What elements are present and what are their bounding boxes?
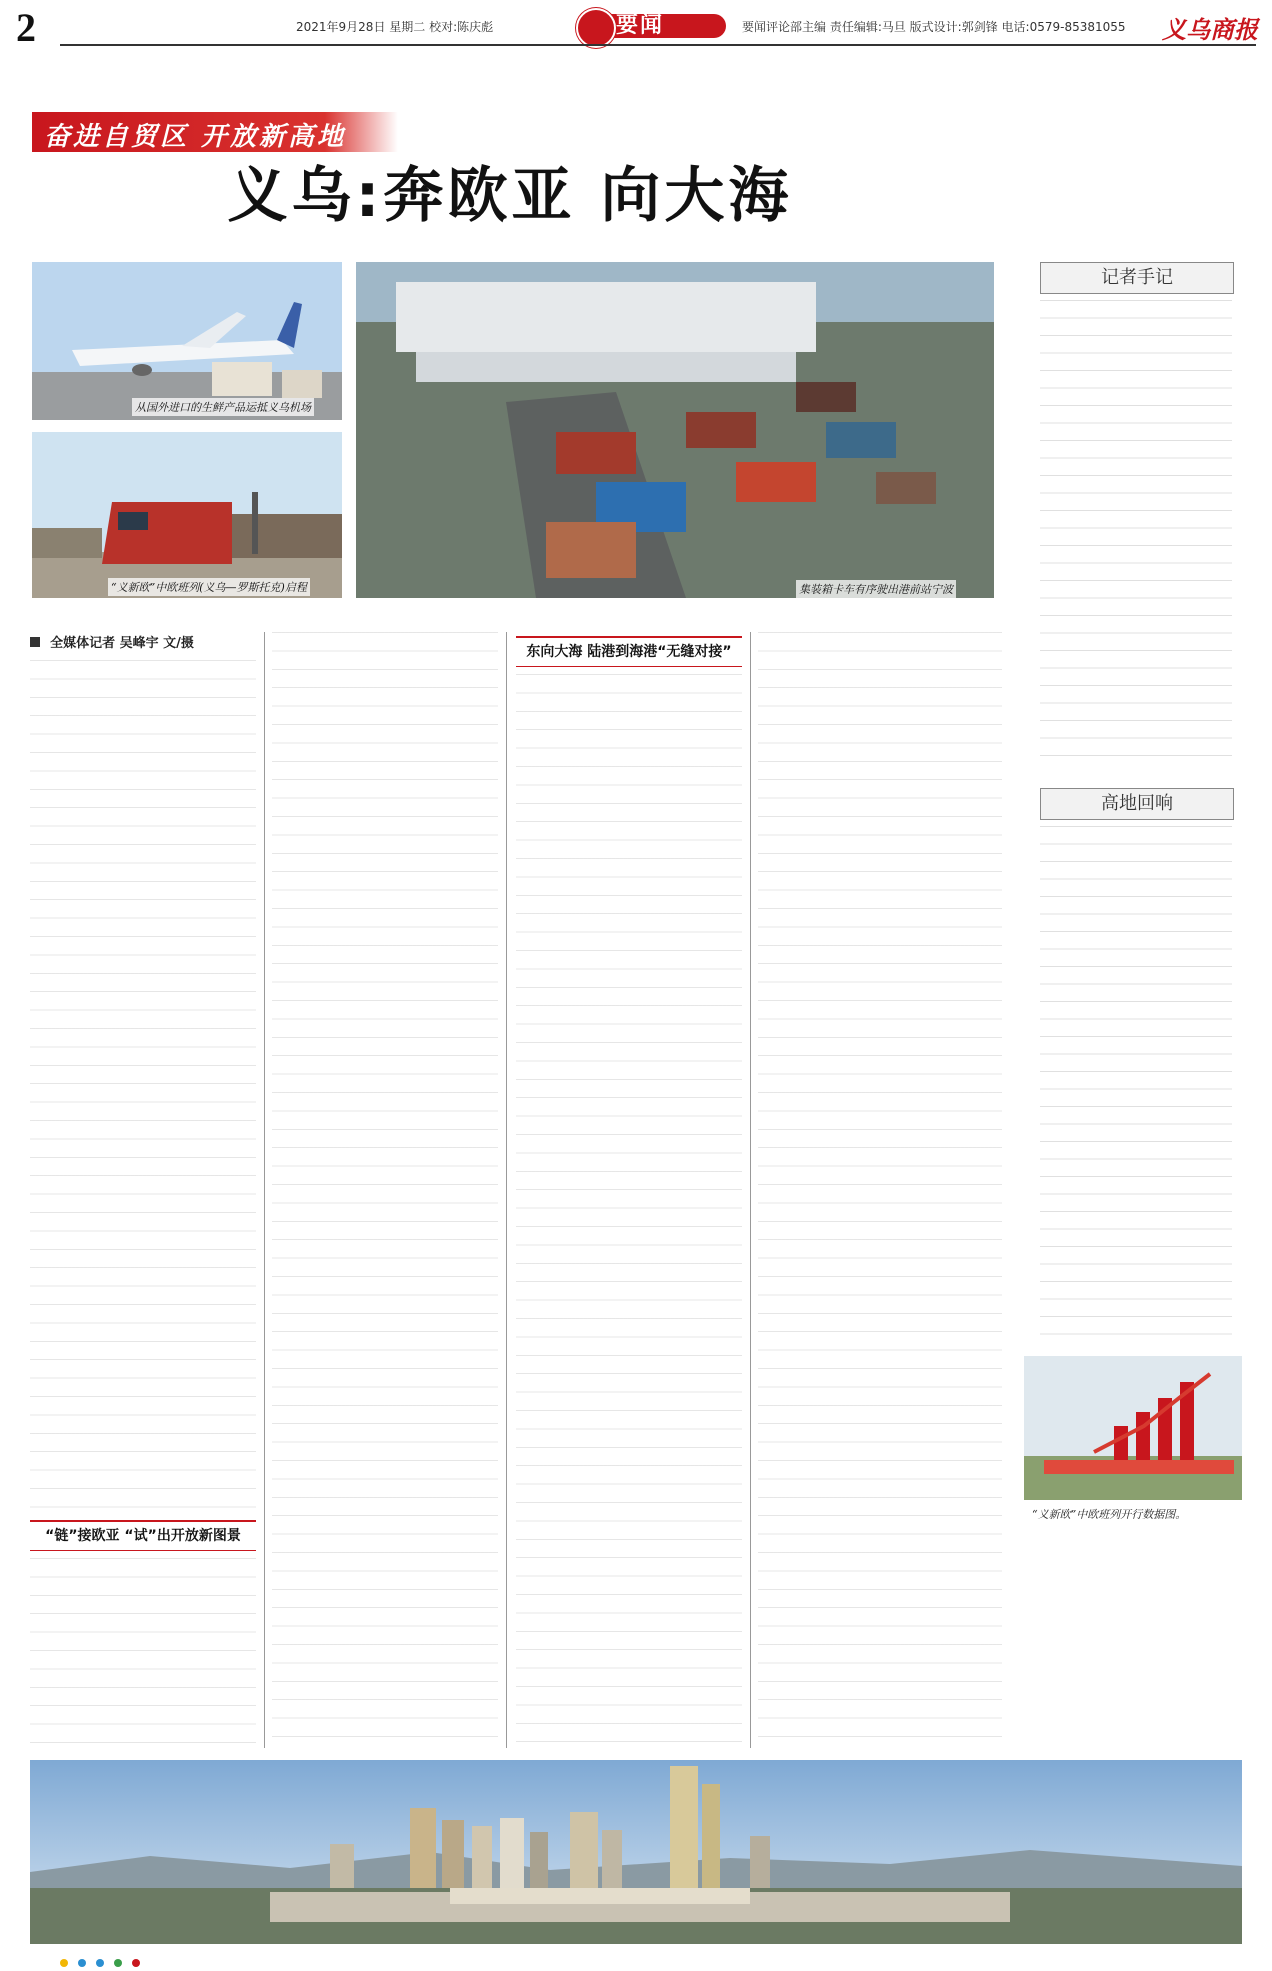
train-image xyxy=(32,432,342,598)
byline-block xyxy=(30,632,256,651)
article-column-4 xyxy=(758,632,1002,1748)
masthead xyxy=(0,0,1272,48)
decor-dot xyxy=(96,1959,104,1967)
newspaper-logo-icon xyxy=(576,8,616,48)
caption-train: “义新欧”中欧班列(义乌—罗斯托克)启程 xyxy=(108,578,310,596)
airport-image xyxy=(32,262,342,420)
decor-dot xyxy=(114,1959,122,1967)
subhead-1: “链”接欧亚 “试”出开放新图景 xyxy=(30,1520,256,1551)
article-column-3 xyxy=(516,674,742,1748)
page-number: 2 xyxy=(16,5,36,50)
column-divider xyxy=(264,632,265,1748)
photo-chart-sign xyxy=(1024,1356,1242,1500)
photo-airport xyxy=(32,262,342,420)
theme-banner xyxy=(32,112,398,152)
photo-city-skyline xyxy=(30,1760,1242,1944)
editors-line: 要闻评论部主编 责任编辑:马旦 版式设计:郭剑锋 电话:0579-85381055 xyxy=(742,20,1126,34)
chart-sign-image xyxy=(1024,1356,1242,1500)
byline: 全媒体记者 吴峰宇 文/摄 xyxy=(50,636,194,651)
byline-marker-icon xyxy=(30,637,40,647)
banner-text: 奋进自贸区 开放新高地 xyxy=(44,122,347,152)
headline: 义乌:奔欧亚 向大海 xyxy=(227,161,793,231)
notes-title: 记者手记 xyxy=(1040,262,1234,294)
caption-port: 集装箱卡车有序驶出港前站宁波 xyxy=(796,580,956,598)
photo-train xyxy=(32,432,342,598)
subhead-2: 东向大海 陆港到海港“无缝对接” xyxy=(516,636,742,667)
article-column-1 xyxy=(30,660,256,1510)
decor-dot xyxy=(78,1959,86,1967)
notes-text-block xyxy=(1040,300,1232,770)
port-image xyxy=(356,262,994,598)
photo-port-trucks xyxy=(356,262,994,598)
date-line: 2021年9月28日 星期二 校对:陈庆彪 xyxy=(296,20,494,34)
section-label: 要闻 xyxy=(616,13,665,38)
voices-title: 高地回响 xyxy=(1040,788,1234,820)
article-column-1b xyxy=(30,1558,256,1748)
column-divider xyxy=(750,632,751,1748)
voices-text-block xyxy=(1040,826,1232,1336)
brand-name: 义乌商报 xyxy=(1162,15,1258,44)
caption-chart-sign: “义新欧”中欧班列开行数据图。 xyxy=(1032,1508,1187,1521)
caption-airport: 从国外进口的生鲜产品运抵义乌机场 xyxy=(132,398,314,416)
decor-dot xyxy=(132,1959,140,1967)
footer-decoration xyxy=(60,1952,1210,1962)
article-column-2 xyxy=(272,632,498,1748)
section-tag xyxy=(576,8,726,44)
skyline-image xyxy=(30,1760,1242,1944)
header-rule xyxy=(60,44,1256,46)
decor-dot xyxy=(60,1959,68,1967)
column-divider xyxy=(506,632,507,1748)
